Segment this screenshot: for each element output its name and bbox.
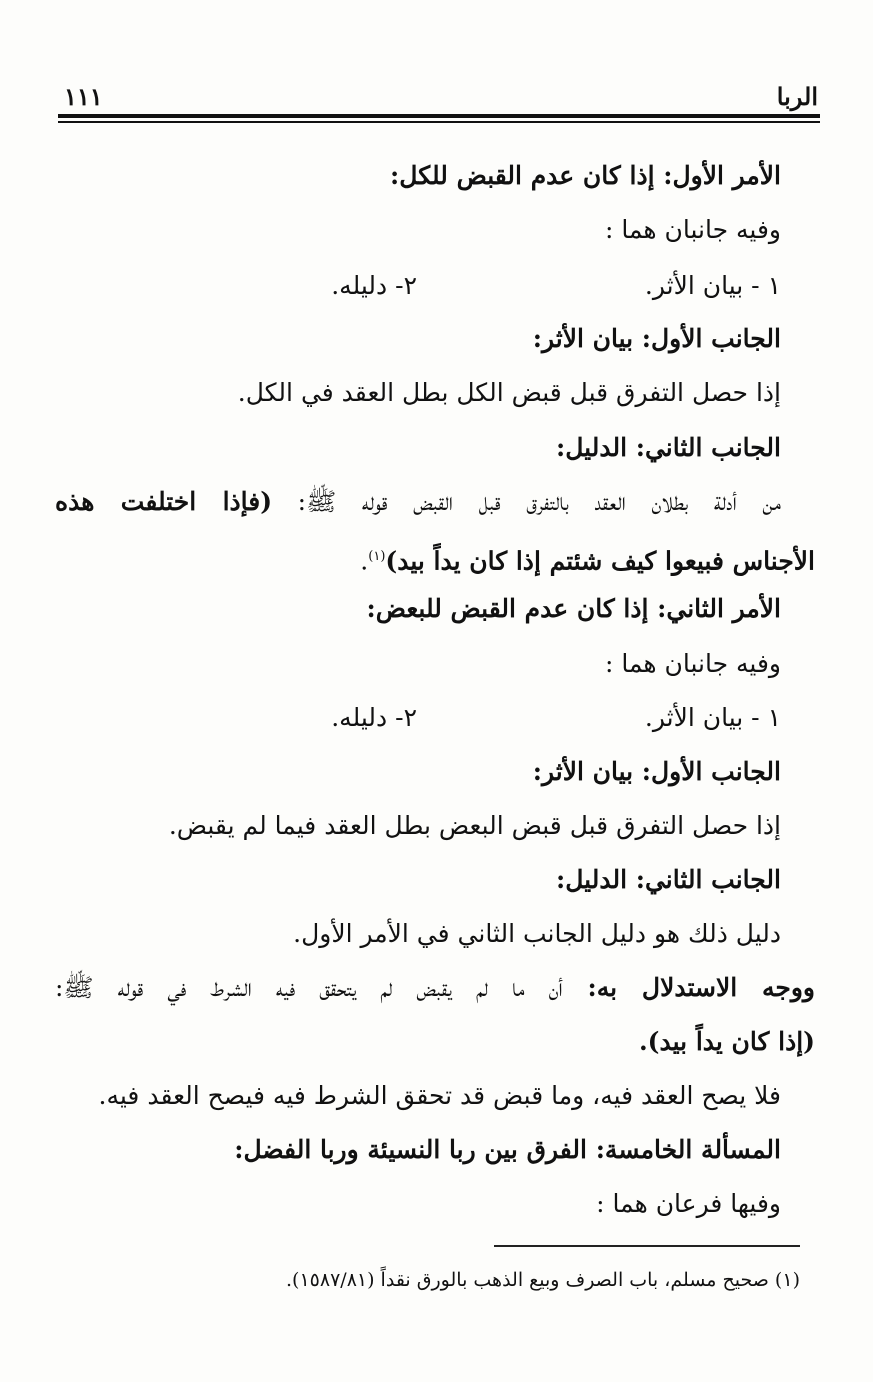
subheading-second-aspect: الجانب الثاني: الدليل: bbox=[556, 865, 781, 894]
section-heading-first-matter: الأمر الأول: إذا كان عدم القبض للكل: bbox=[390, 161, 781, 190]
header-rule-thick bbox=[58, 114, 820, 118]
paragraph-line bbox=[55, 482, 781, 522]
hadith-quote: (إذا كان يداً بيد). bbox=[638, 1027, 815, 1056]
section-heading-fifth-issue: المسألة الخامسة: الفرق بين ربا النسيئة وربا الفضل: bbox=[234, 1135, 781, 1164]
subheading-first-aspect: الجانب الأول: بيان الأثر: bbox=[532, 324, 781, 353]
footnote-ref: (١) bbox=[368, 549, 386, 564]
subheading-second-aspect: الجانب الثاني: الدليل: bbox=[556, 433, 781, 462]
list-item-evidence: ٢- دليله. bbox=[331, 703, 417, 732]
running-title: الربا bbox=[776, 82, 818, 111]
paragraph-line: وفيه جانبان هما : bbox=[604, 215, 781, 244]
inference-label: ووجه الاستدلال به: bbox=[562, 973, 815, 1002]
paragraph-line: فلا يصح العقد فيه، وما قبض قد تحقق الشرط فيه فيصح العقد فيه. bbox=[98, 1081, 781, 1110]
header-rule-thin bbox=[58, 121, 820, 123]
paragraph-line: إذا حصل التفرق قبل قبض الكل بطل العقد في الكل. bbox=[237, 378, 781, 407]
paragraph-text: من أدلة بطلان العقد بالتفرق قبل القبض قوله ﷺ: bbox=[272, 487, 781, 516]
paragraph-line: إذا حصل التفرق قبل قبض البعض بطل العقد فيما لم يقبض. bbox=[168, 811, 781, 840]
paragraph-line: دليل ذلك هو دليل الجانب الثاني في الأمر الأول. bbox=[293, 919, 781, 948]
list-item-evidence: ٢- دليله. bbox=[331, 271, 417, 300]
list-item-effect: ١ - بيان الأثر. bbox=[644, 703, 781, 732]
hadith-quote: (فإذا اختلفت هذه bbox=[55, 487, 273, 516]
paragraph-line bbox=[55, 968, 815, 1008]
hadith-quote: الأجناس فبيعوا كيف شئتم إذا كان يداً بيد) bbox=[385, 546, 815, 576]
paragraph-line bbox=[360, 537, 815, 581]
list-item-effect: ١ - بيان الأثر. bbox=[644, 271, 781, 300]
footnote: (١) صحيح مسلم، باب الصرف وبيع الذهب بالورق نقداً (١٥٨٧/٨١). bbox=[286, 1269, 800, 1291]
page-header bbox=[58, 82, 818, 118]
page-number: ١١١ bbox=[64, 82, 103, 111]
paragraph-line: وفيها فرعان هما : bbox=[596, 1189, 781, 1218]
section-heading-second-matter: الأمر الثاني: إذا كان عدم القبض للبعض: bbox=[366, 594, 781, 623]
paragraph-line: وفيه جانبان هما : bbox=[604, 649, 781, 678]
footnote-rule bbox=[494, 1245, 800, 1247]
subheading-first-aspect: الجانب الأول: بيان الأثر: bbox=[532, 757, 781, 786]
period: . bbox=[360, 546, 369, 576]
paragraph-text: أن ما لم يقبض لم يتحقق فيه الشرط في قوله ﷺ: bbox=[55, 973, 563, 1002]
